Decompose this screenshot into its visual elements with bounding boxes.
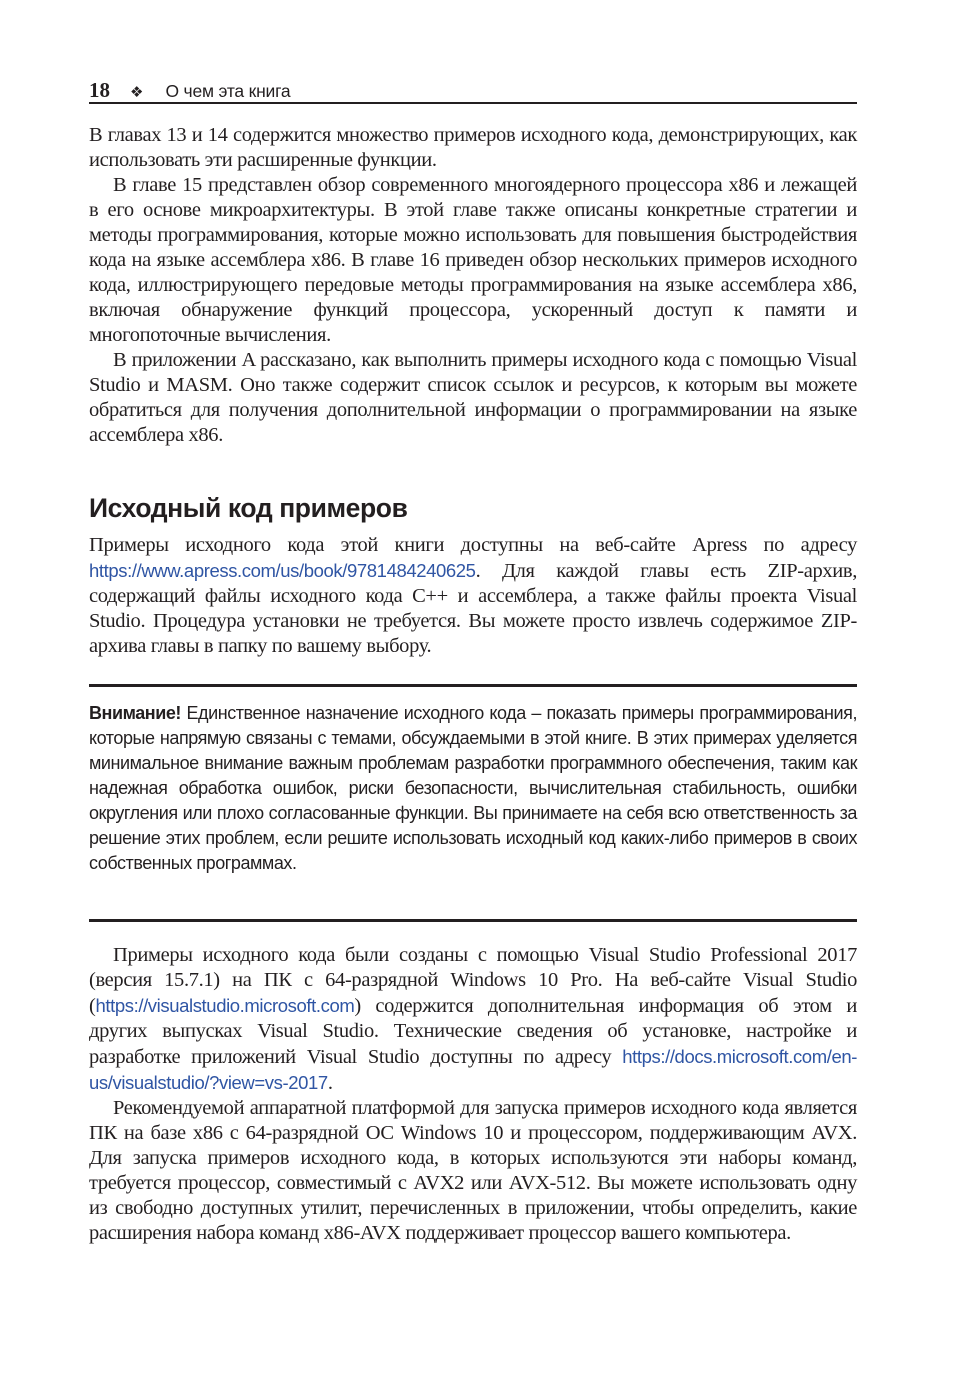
note-label: Внимание! (89, 703, 181, 723)
text: Примеры исходного кода были созданы с помощью Visual Studio Professional 2017 (версия 15.7.1) на ПК с 64-разрядной Windows 10 Pro. На веб-сайте Visual Studio ( (89, 944, 857, 1017)
note-paragraph (89, 701, 857, 876)
paragraph: Рекомендуемой аппаратной платформой для запуска примеров исходного кода является ПК на базе x86 с 64-разрядной ОС Windows 10 и процессором, поддерживающим AVX. Для запуска примеров исходного кода, в которых используются эти наборы команд, требуется процессор, совместимый с AVX2 или AVX-512. Вы можете использовать одну из свободно доступных утилит, перечисленных в приложении, чтобы определить, какие расширения набора команд x86-AVX поддерживает процессор вашего компьютера. (89, 1097, 857, 1244)
paragraph: В главе 15 представлен обзор современного многоядерного процессора x86 и лежащей в его основе микроархитектуры. В этой главе также описаны конкретные стратегии и методы программирования, которые можно использовать для повышения быстродействия кода на языке ассемблера x86. В главе 16 приведен обзор нескольких примеров исходного кода, иллюстрирующего передовые методы программирования на языке ассемблера x86, включая обнаружение функций процессора, ускоренный доступ к памяти и многопоточные вычисления. (89, 174, 857, 346)
visualstudio-link[interactable]: https://visualstudio.microsoft.com (95, 995, 355, 1016)
chapter-title: О чем эта книга (165, 81, 291, 101)
paragraph (89, 533, 857, 659)
docs-microsoft-link[interactable]: https://docs.microsoft.com/en-us/visualstudio/?view=vs-2017 (89, 1046, 857, 1093)
text: Примеры исходного кода этой книги доступны на веб-сайте Apress по адресу (89, 534, 857, 556)
section-heading: Исходный код примеров (89, 493, 408, 523)
paragraph (89, 943, 857, 1096)
intro-text (89, 123, 857, 448)
warning-note (89, 684, 857, 922)
text: ) содержится дополнительная информация об этом и других выпусках Visual Studio. Технические сведения об установке, настройке и разработке приложений Visual Studio доступны по адресу (89, 995, 857, 1068)
details-text (89, 943, 857, 1246)
page-number: 18 (89, 78, 110, 102)
note-body: Единственное назначение исходного кода – показать примеры программирования, которые напрямую связаны с темами, обсуждаемыми в этой книге. В этих примерах уделяется минимальное внимание важным проблемам разработки программного обеспечения, таким как надежная обработка ошибок, риски безопасности, вычислительная стабильность, ошибки округления или плохо согласованные функции. Вы принимаете на себя всю ответственность за решение этих проблем, если решите использовать исходный код каких-либо примеров в своих собственных программах. (89, 703, 857, 873)
running-header (89, 76, 857, 104)
paragraph: В главах 13 и 14 содержится множество примеров исходного кода, демонстрирующих, как использовать эти расширенные функции. (89, 124, 857, 171)
section-body (89, 533, 857, 659)
text: . Для каждой главы есть ZIP-архив, содержащий файлы исходного кода C++ и ассемблера, а также файлы проекта Visual Studio. Процедура установки не требуется. Вы можете просто извлечь содержимое ZIP-архива главы в папку по вашему выбору. (89, 560, 857, 657)
paragraph: В приложении A рассказано, как выполнить примеры исходного кода с помощью Visual Studio и MASM. Оно также содержит список ссылок и ресурсов, к которым вы можете обратиться для получения дополнительной информации о программировании на языке ассемблера x86. (89, 349, 857, 446)
text: . (327, 1072, 333, 1094)
ornament-icon: ❖ (130, 83, 144, 101)
apress-link[interactable]: https://www.apress.com/us/book/9781484240625 (89, 560, 476, 581)
